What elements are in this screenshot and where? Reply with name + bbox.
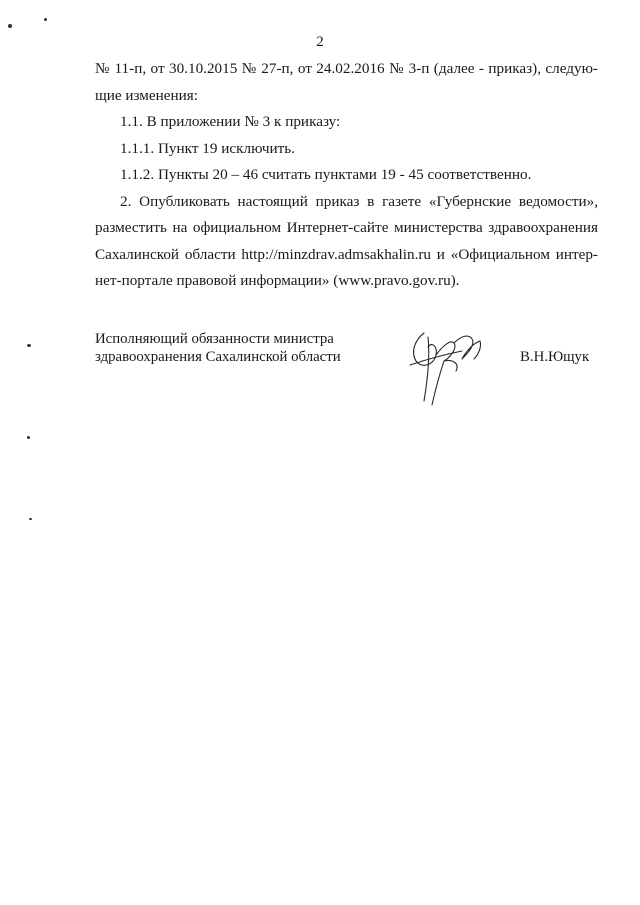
handwritten-signature	[402, 325, 494, 409]
scan-speck	[29, 518, 32, 520]
body-line: № 11-п, от 30.10.2015 № 27-п, от 24.02.2016 № 3-п (далее - приказ), следую-	[95, 60, 598, 77]
scan-speck	[27, 436, 30, 439]
page-number: 2	[316, 34, 324, 50]
signatory-position	[95, 331, 341, 366]
body-line: 1.1.1. Пункт 19 исключить.	[120, 139, 295, 157]
document-body	[95, 56, 598, 295]
signatory-position-line: Исполняющий обязанности министра	[95, 331, 334, 347]
body-line: Сахалинской области http://minzdrav.admsakhalin.ru и «Официальном интер-	[95, 245, 598, 263]
scan-speck	[27, 344, 31, 347]
body-line: 2. Опубликовать настоящий приказ в газете «Губернские ведомости»,	[120, 192, 598, 210]
body-line: нет-портале правовой информации» (www.pravo.gov.ru).	[95, 272, 460, 289]
signatory-position-line: здравоохранения Сахалинской области	[95, 348, 341, 365]
body-line: 1.1.2. Пункты 20 – 46 считать пунктами 19 - 45 соответственно.	[120, 166, 532, 183]
scan-speck	[44, 18, 47, 21]
body-line: разместить на официальном Интернет-сайте министерства здравоохранения	[95, 219, 598, 236]
signatory-name: В.Н.Ющук	[520, 349, 590, 365]
body-line: щие изменения:	[95, 86, 198, 104]
scan-speck	[8, 24, 12, 28]
body-line: 1.1. В приложении № 3 к приказу:	[120, 113, 341, 130]
